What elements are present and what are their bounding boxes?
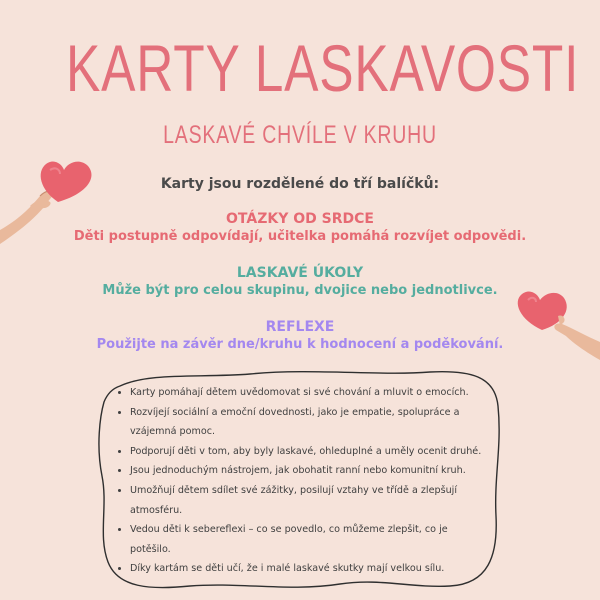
section-heading: OTÁZKY OD SRDCE (226, 211, 374, 227)
list-item: • Díky kartám se děti učí, že i malé laskavé skutky mají velkou sílu. (130, 559, 490, 579)
list-item: • Podporují děti v tom, aby byly laskavé, ohleduplné a uměly ocenit druhé. (130, 442, 490, 462)
page-subtitle: LASKAVÉ CHVÍLE V KRUHU (163, 121, 437, 149)
section-description: Použijte na závěr dne/kruhu k hodnocení a poděkování. (96, 337, 504, 352)
list-item: • Jsou jednoduchým nástrojem, jak obohatit ranní nebo komunitní kruh. (130, 461, 490, 481)
section-heading: REFLEXE (265, 319, 335, 335)
page-title: KARTY LASKAVOSTI (66, 31, 580, 105)
section-description: Může být pro celou skupinu, dvojice nebo jednotlivce. (102, 283, 498, 298)
list-item: • Karty pomáhají dětem uvědomovat si své chování a mluvit o emocích. (130, 383, 490, 403)
benefits-list (116, 383, 490, 579)
list-item: • Rozvíjejí sociální a emoční dovednosti, jako je empatie, spolupráce a vzájemná pomoc. (130, 403, 490, 442)
section-otazky (60, 210, 540, 246)
section-heading: LASKAVÉ ÚKOLY (236, 265, 364, 281)
list-item: • Vedou děti k sebereflexi – co se povedlo, co můžeme zlepšit, co je potěšilo. (130, 520, 490, 559)
intro-text: Karty jsou rozdělené do tří balíčků: (160, 176, 440, 192)
list-item: • Umožňují dětem sdílet své zážitky, posilují vztahy ve třídě a zlepšují atmosféru. (130, 481, 490, 520)
section-description: Děti postupně odpovídají, učitelka pomáhá rozvíjet odpovědi. (73, 229, 527, 244)
hand-holding-heart-right-icon (500, 280, 600, 380)
section-ukoly (60, 264, 540, 300)
section-reflexe (60, 318, 540, 354)
hand-holding-heart-left-icon (0, 140, 110, 250)
